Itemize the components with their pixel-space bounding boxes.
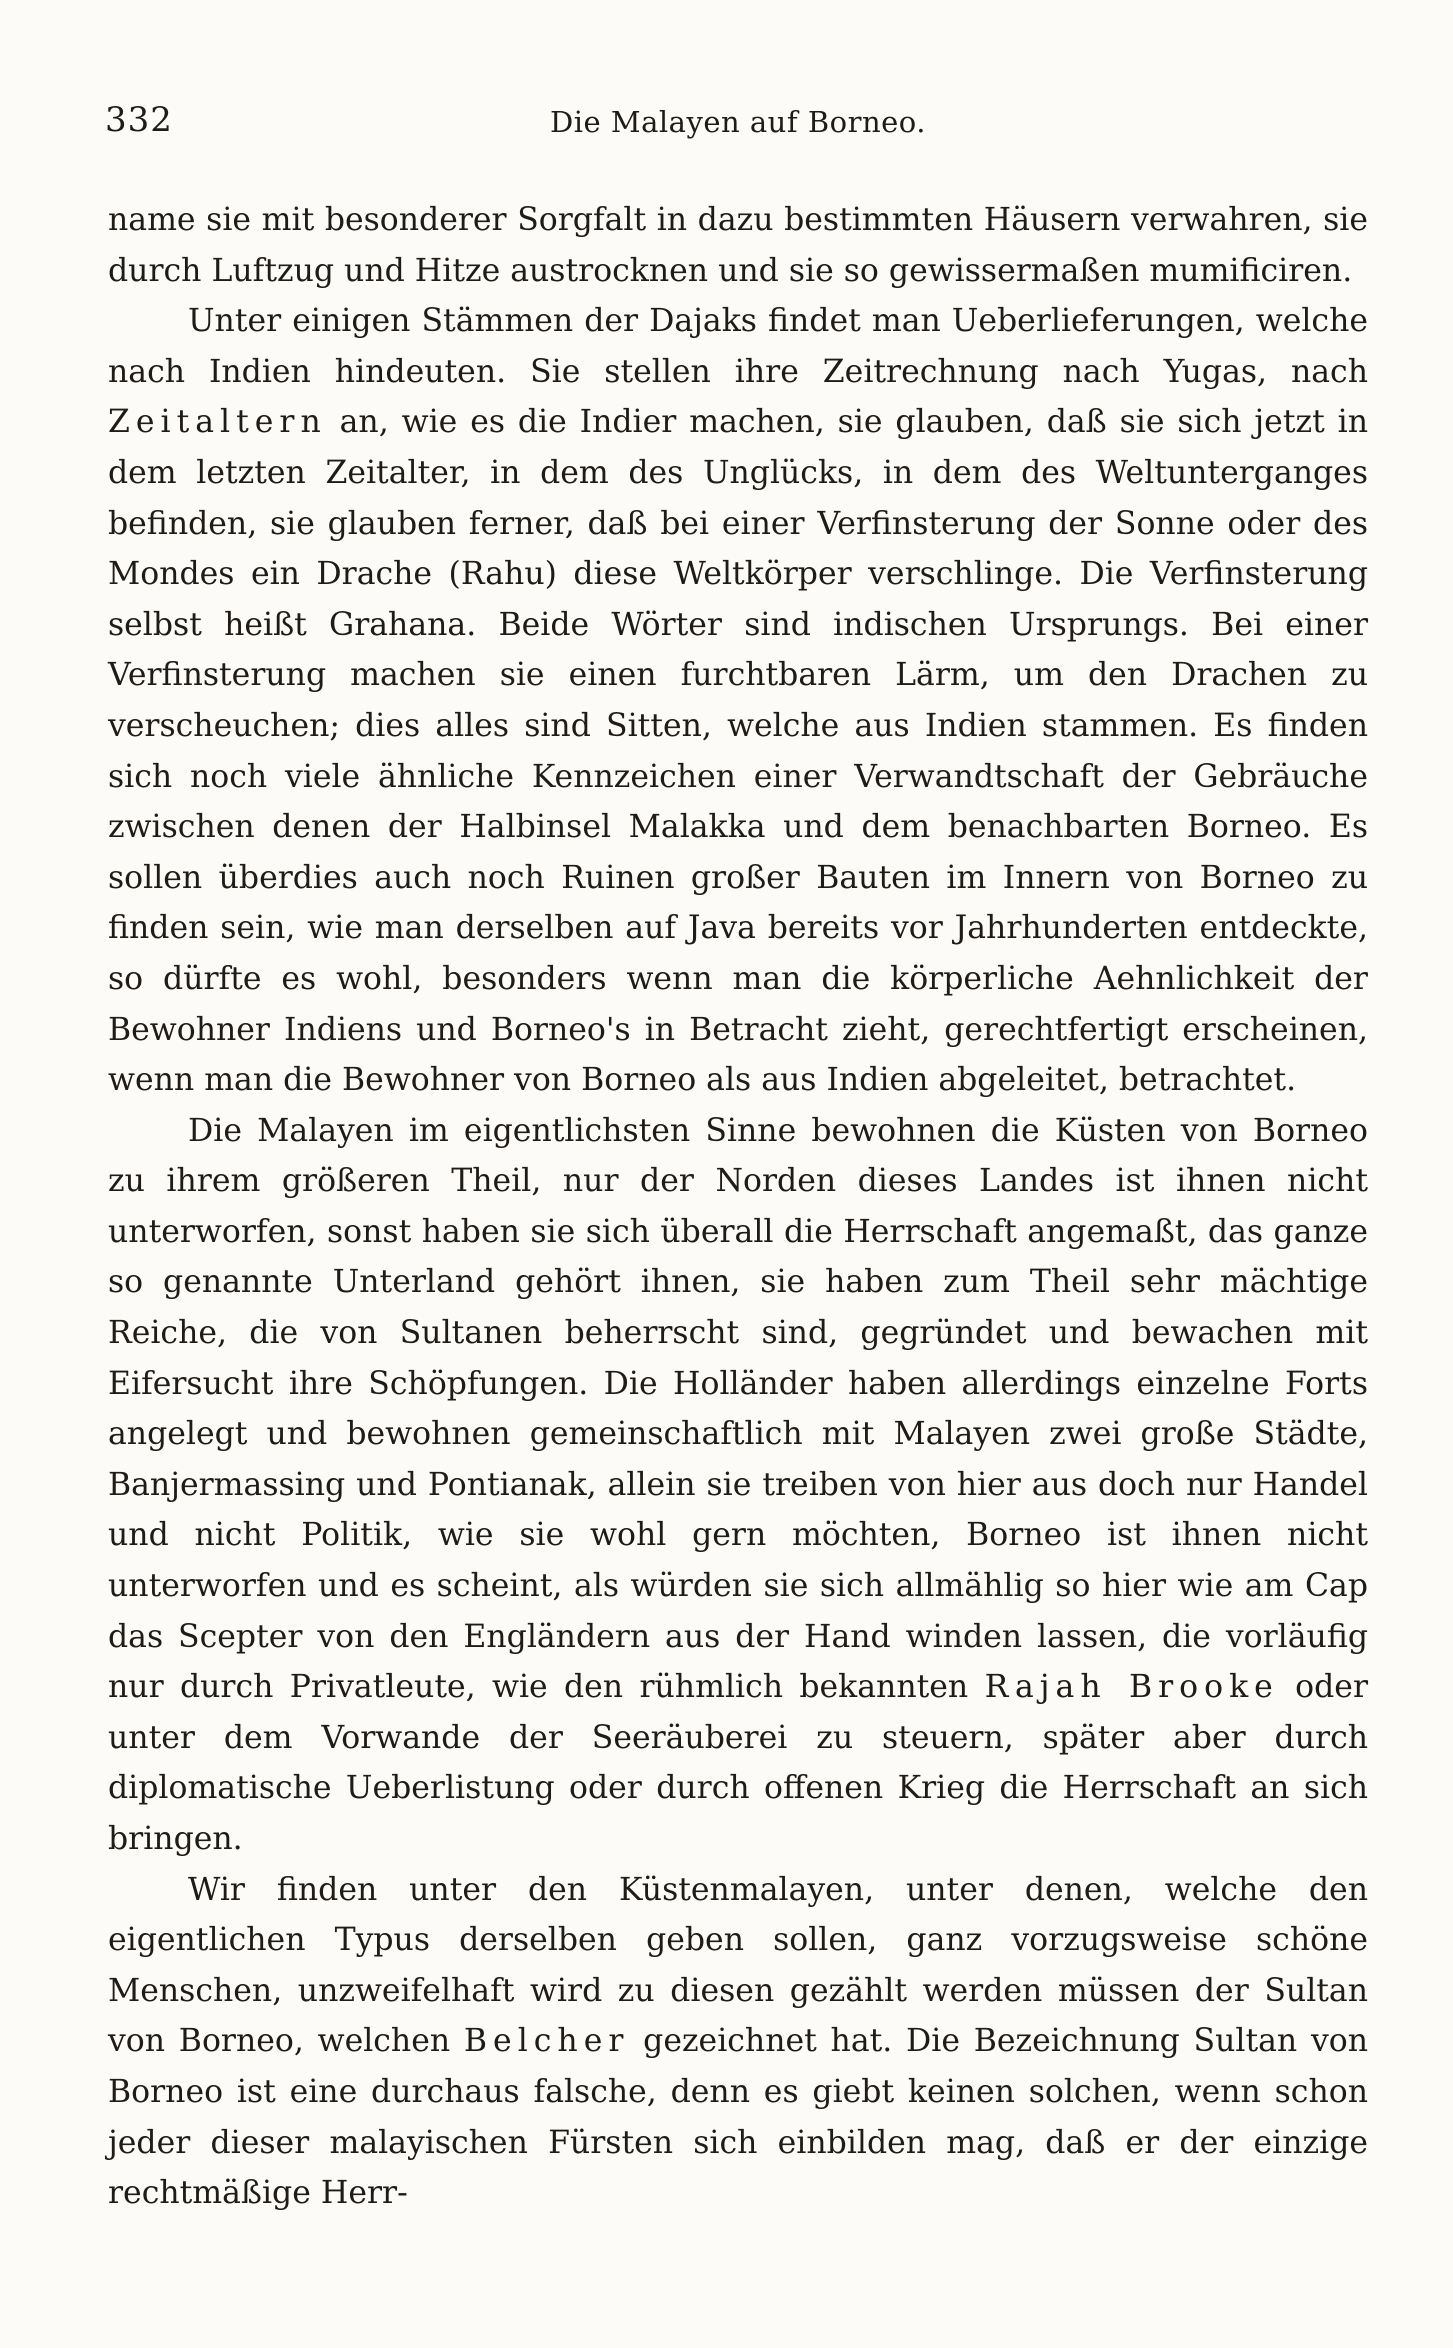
paragraph-4-emphasis: Belcher — [463, 2023, 630, 2060]
paragraph-3-text-b: oder unter dem Vorwande der Seeräuberei zu steuern, später aber durch diplomatische Ueberlistung oder durch offenen Krieg die Herrschaft an sich bringen. — [108, 1669, 1369, 1857]
paragraph-4 — [108, 1865, 1368, 2219]
paragraph-2-emphasis: Zeitaltern — [108, 404, 327, 441]
paragraph-1: name sie mit besonderer Sorgfalt in dazu bestimmten Häusern verwahren, sie durch Luftzug und Hitze austrocknen und sie so gewissermaßen mumificiren. — [108, 202, 1368, 289]
page-number: 332 — [105, 100, 173, 140]
paragraph-3 — [108, 1106, 1368, 1865]
running-head: Die Malayen auf Borneo. — [550, 105, 926, 139]
paragraph-4-text-a: Wir finden unter den Küstenmalayen, unter denen, welche den eigentlichen Typus derselben geben sollen, ganz vorzugsweise schöne Menschen, unzweifelhaft wird zu diesen gezählt werden müssen der Sultan von Borneo, welchen — [108, 1871, 1368, 2060]
body-text — [108, 195, 1368, 2219]
paragraph-3-text-a: Die Malayen im eigentlichsten Sinne bewohnen die Küsten von Borneo zu ihrem größeren Theil, nur der Norden dieses Landes ist ihnen nicht unterworfen, sonst haben sie sich überall die Herrschaft angemaßt, das ganze so genannte Unterland gehört ihnen, sie haben zum Theil sehr mächtige Reiche, die von Sultanen beherrscht sind, gegründet und bewachen mit Eifersucht ihre Schöpfungen. Die Holländer haben allerdings einzelne Forts angelegt und bewohnen gemeinschaftlich mit Malayen zwei große Städte, Banjermassing und Pontianak, allein sie treiben von hier aus doch nur Handel und nicht Politik, wie sie wohl gern möchten, Borneo ist ihnen nicht unterworfen und es scheint, als würden sie sich allmählig so hier wie am Cap das Scepter von den Engländern aus der Hand winden lassen, die vorläufig nur durch Privatleute, wie den rühmlich bekannten — [108, 1112, 1368, 1706]
paragraph-2-text-a: Unter einigen Stämmen der Dajaks findet man Ueberlieferungen, welche nach Indien hindeuten. Sie stellen ihre Zeitrechnung nach Yugas, nach — [108, 303, 1368, 390]
paragraph-2-text-b: an, wie es die Indier machen, sie glauben, daß sie sich jetzt in dem letzten Zeitalter, in dem des Unglücks, in dem des Weltunterganges befinden, sie glauben ferner, daß bei einer Verfinsterung der Sonne oder des Mondes ein Drache (Rahu) diese Weltkörper verschlinge. Die Verfinsterung selbst heißt Grahana. Beide Wörter sind indischen Ursprungs. Bei einer Verfinsterung machen sie einen furchtbaren Lärm, um den Drachen zu verscheuchen; dies alles sind Sitten, welche aus Indien stammen. Es finden sich noch viele ähnliche Kennzeichen einer Verwandtschaft der Gebräuche zwischen denen der Halbinsel Malakka und dem benachbarten Borneo. Es sollen überdies auch noch Ruinen großer Bauten im Innern von Borneo zu finden sein, wie man derselben auf Java bereits vor Jahrhunderten entdeckte, so dürfte es wohl, besonders wenn man die körperliche Aehnlichkeit der Bewohner Indiens und Borneo's in Betracht zieht, gerechtfertigt erscheinen, wenn man die Bewohner von Borneo als aus Indien abgeleitet, betrachtet. — [108, 404, 1368, 1099]
page-header — [105, 100, 1453, 160]
paragraph-3-emphasis: Rajah Brooke — [984, 1669, 1279, 1706]
paragraph-2 — [108, 296, 1368, 1106]
paragraph-4-text-b: gezeichnet hat. Die Bezeichnung Sultan von Borneo ist eine durchaus falsche, denn es giebt keinen solchen, wenn schon jeder dieser malayischen Fürsten sich einbilden mag, daß er der einzige rechtmäßige Herr- — [108, 2023, 1368, 2212]
